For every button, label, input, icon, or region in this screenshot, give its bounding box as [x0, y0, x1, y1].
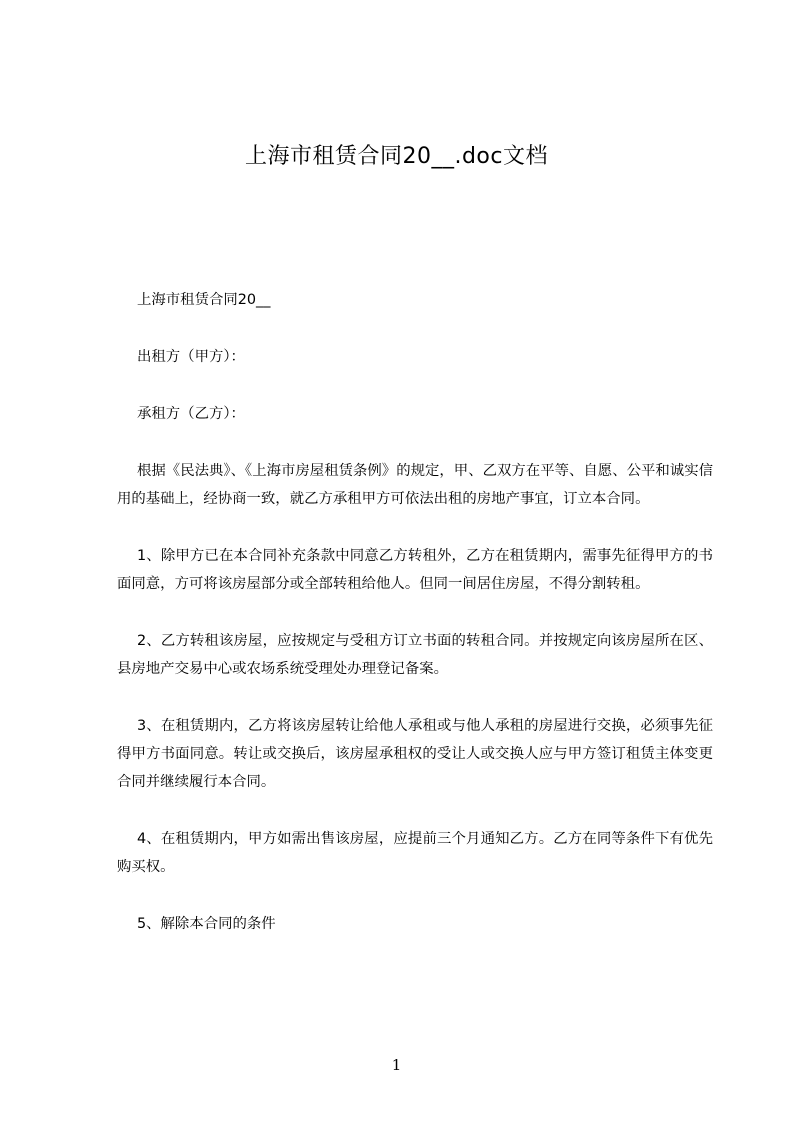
- clause-1-paragraph: 1、除甲方已在本合同补充条款中同意乙方转租外，乙方在租赁期内，需事先征得甲方的书面同意，方可将该房屋部分或全部转租给他人。但同一间居住房屋，不得分割转租。: [117, 548, 713, 592]
- lessee-line: 承租方（乙方）：: [137, 406, 245, 422]
- document-title: 上海市租赁合同20__.doc文档: [244, 144, 548, 169]
- lessor-line: 出租方（甲方）：: [137, 349, 245, 365]
- clause-3-paragraph: 3、在租赁期内，乙方将该房屋转让给他人承租或与他人承租的房屋进行交换，必须事先征得甲方书面同意。转让或交换后，该房屋承租权的受让人或交换人应与甲方签订租赁主体变更合同并继续履行本合同。: [117, 718, 713, 790]
- clause-2-paragraph: 2、乙方转租该房屋，应按规定与受租方订立书面的转租合同。并按规定向该房屋所在区、县房地产交易中心或农场系统受理处办理登记备案。: [117, 633, 713, 677]
- document-body: [117, 286, 713, 967]
- clause-5-heading: 5、解除本合同的条件: [137, 916, 276, 932]
- page-number: 1: [391, 1056, 402, 1074]
- contract-heading: 上海市租赁合同20__: [137, 292, 271, 308]
- preamble-paragraph: 根据《民法典》、《上海市房屋租赁条例》的规定，甲、乙双方在平等、自愿、公平和诚实信用的基础上，经协商一致，就乙方承租甲方可依法出租的房地产事宜，订立本合同。: [117, 463, 713, 507]
- clause-4-paragraph: 4、在租赁期内，甲方如需出售该房屋，应提前三个月通知乙方。乙方在同等条件下有优先购买权。: [117, 831, 713, 875]
